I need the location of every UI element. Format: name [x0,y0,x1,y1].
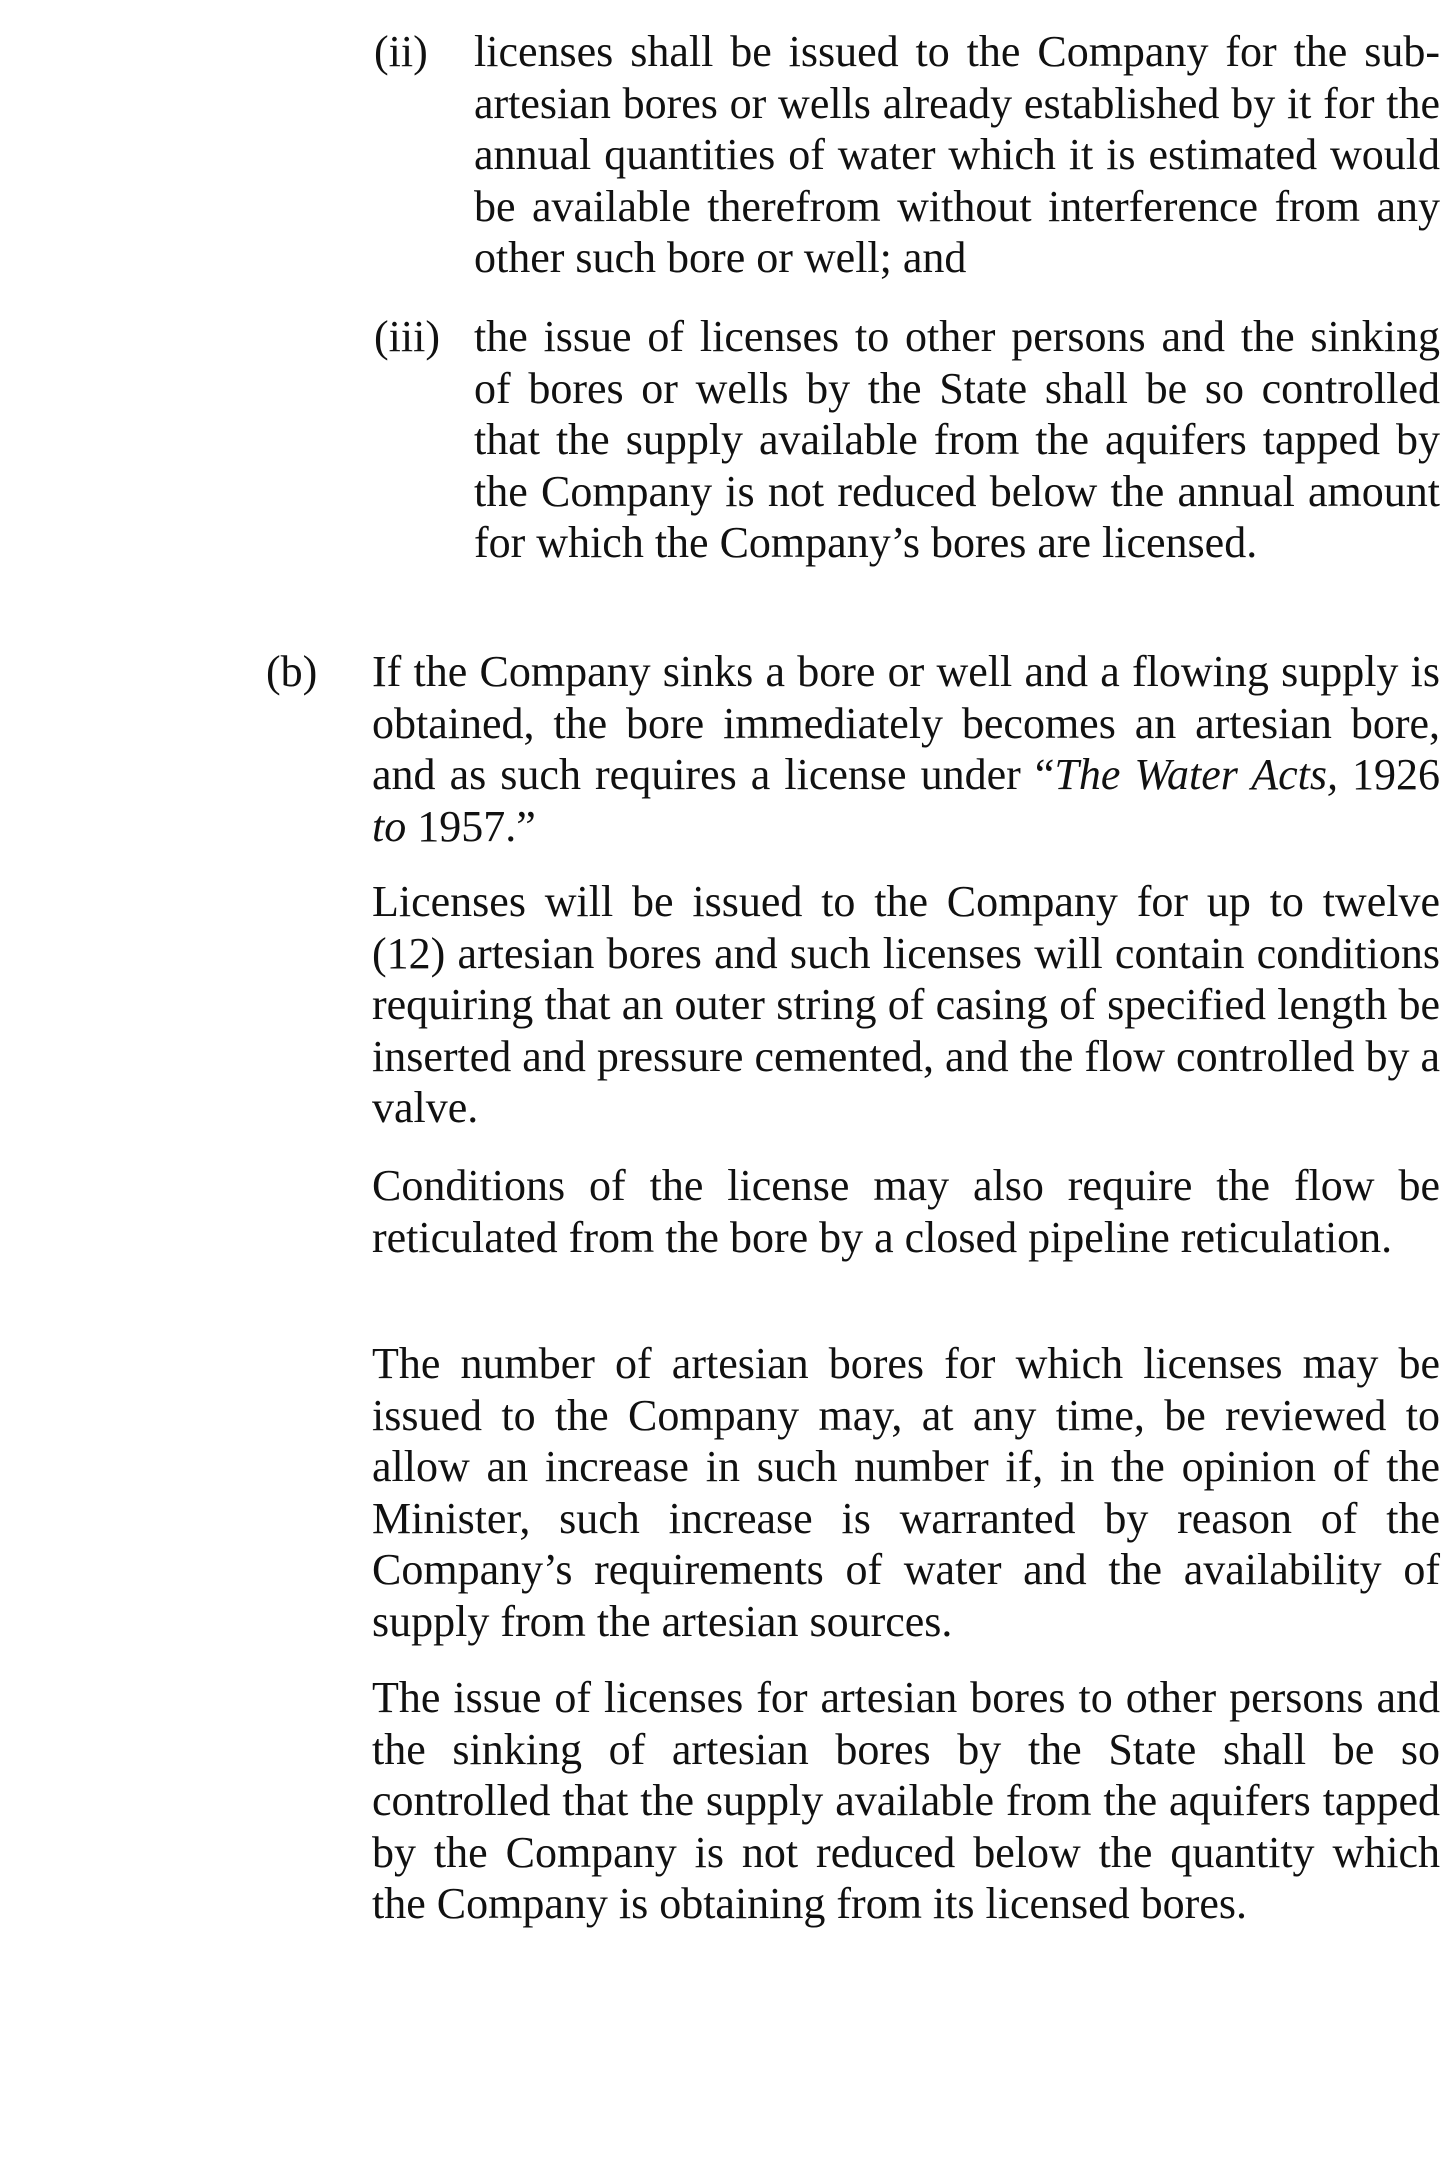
paragraph-reticulation-conditions: Conditions of the license may also require the flow be reticulated from the bore by a closed pipeline reticulation. [372,1161,1440,1262]
item-ii-text: licenses shall be issued to the Company for the sub-artesian bores or wells already established by it for the annual quantities of water which it is estimated would be available therefrom without interference from any other such bore or well; and [474,27,1440,282]
act-to-word: to [372,801,407,851]
item-b-text-main: If the Company sinks a bore or well and a flowing supply is obtained, the bore immediately becomes an artesian bore, and as such requires a license under “ [372,647,1440,799]
item-b-label: (b) [266,647,318,696]
item-ii-label: (ii) [374,27,428,76]
paragraph-control-of-supply: The issue of licenses for artesian bores to other persons and the sinking of artesian bores by the State shall be so controlled that the supply available from the aquifers tapped by the Company is not reduced below the quantity which the Company is obtaining from its licensed bores. [372,1673,1440,1928]
act-year-end: 1957.” [406,801,536,851]
item-iii-text: the issue of licenses to other persons and the sinking of bores or wells by the State shall be so controlled that the supply available from the aquifers tapped by the Company is not reduced below the annual amount for which the Company’s bores are licensed. [474,312,1440,567]
item-b-text [372,646,1440,852]
act-title: The Water Acts, [1054,750,1338,799]
item-iii-label: (iii) [374,312,440,361]
act-year-start: 1926 [1337,750,1441,799]
paragraph-review-number-of-bores: The number of artesian bores for which licenses may be issued to the Company may, at any time, be reviewed to allow an increase in such number if, in the opinion of the Minister, such increase is warranted by reason of the Company’s requirements of water and the availability of supply from the artesian sources. [372,1339,1440,1646]
paragraph-licenses-twelve-bores: Licenses will be issued to the Company for up to twelve (12) artesian bores and such licenses will contain conditions requiring that an outer string of casing of specified length be inserted and pressure cemented, and the flow controlled by a valve. [372,877,1440,1132]
